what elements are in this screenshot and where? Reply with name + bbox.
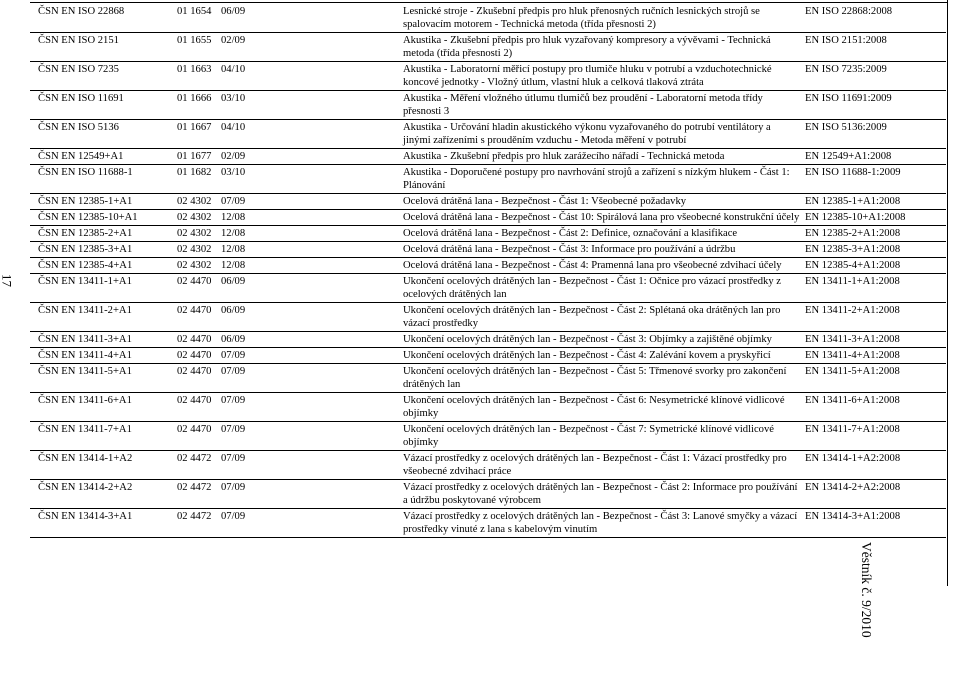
standard-title: Ocelová drátěná lana - Bezpečnost - Část 10: Spirálová lana pro všeobecné konstrukční účely xyxy=(403,212,800,223)
equivalent-standard: EN 13411-1+A1:2008 xyxy=(805,276,900,287)
issue-date: 12/08 xyxy=(221,212,246,223)
table-row xyxy=(30,451,946,480)
table-row xyxy=(30,242,946,258)
standard-title: Akustika - Doporučené postupy pro navrhování strojů a zařízení s nízkým hlukem - Část 1: Plánování xyxy=(403,167,790,191)
standard-code: ČSN EN 13411-1+A1 xyxy=(38,276,132,287)
table-row xyxy=(30,120,946,149)
classification-code: 02 4302 xyxy=(177,228,212,239)
standard-title: Vázací prostředky z ocelových drátěných lan - Bezpečnost - Část 1: Vázací prostředky pro všeobecné zdvihací práce xyxy=(403,453,787,477)
table-row xyxy=(30,509,946,538)
standard-title: Akustika - Laboratorní měřicí postupy pro tlumiče hluku v potrubí a vzduchotechnické koncové jednotky - Vložný útlum, vlastní hluk a celková tlaková ztráta xyxy=(403,64,772,88)
standard-code: ČSN EN ISO 11688-1 xyxy=(38,167,133,178)
classification-code: 01 1682 xyxy=(177,167,212,178)
issue-date: 06/09 xyxy=(221,305,246,316)
classification-code: 02 4470 xyxy=(177,305,212,316)
standard-code: ČSN EN ISO 7235 xyxy=(38,64,119,75)
table-row xyxy=(30,348,946,364)
classification-code: 01 1677 xyxy=(177,151,212,162)
classification-code: 01 1663 xyxy=(177,64,212,75)
standard-title: Ukončení ocelových drátěných lan - Bezpečnost - Část 2: Splétaná oka drátěných lan pro vázací prostředky xyxy=(403,305,781,329)
equivalent-standard: EN 13414-1+A2:2008 xyxy=(805,453,901,464)
classification-code: 01 1655 xyxy=(177,35,212,46)
standard-code: ČSN EN 13411-4+A1 xyxy=(38,350,132,361)
equivalent-standard: EN 13411-5+A1:2008 xyxy=(805,366,900,377)
equivalent-standard: EN 13411-3+A1:2008 xyxy=(805,334,900,345)
standard-code: ČSN EN 12385-2+A1 xyxy=(38,228,133,239)
table-row xyxy=(30,303,946,332)
standard-title: Akustika - Určování hladin akustického výkonu vyzařovaného do potrubí ventilátory a jinými zařízeními s prouděním vzduchu - Metoda měření v potrubí xyxy=(403,122,771,146)
classification-code: 02 4470 xyxy=(177,424,212,435)
standard-title: Ocelová drátěná lana - Bezpečnost - Část 1: Všeobecné požadavky xyxy=(403,196,687,207)
issue-date: 03/10 xyxy=(221,167,246,178)
equivalent-standard: EN 13411-4+A1:2008 xyxy=(805,350,900,361)
issue-date: 07/09 xyxy=(221,196,246,207)
standard-title: Ocelová drátěná lana - Bezpečnost - Část 2: Definice, označování a klasifikace xyxy=(403,228,738,239)
table-row xyxy=(30,194,946,210)
issue-date: 04/10 xyxy=(221,122,246,133)
standard-code: ČSN EN 13411-2+A1 xyxy=(38,305,132,316)
table-row xyxy=(30,33,946,62)
table-row xyxy=(30,422,946,451)
equivalent-standard: EN ISO 2151:2008 xyxy=(805,35,887,46)
issue-date: 07/09 xyxy=(221,424,246,435)
standard-code: ČSN EN 12385-10+A1 xyxy=(38,212,138,223)
standard-code: ČSN EN 13414-2+A2 xyxy=(38,482,133,493)
issue-date: 04/10 xyxy=(221,64,246,75)
equivalent-standard: EN 13414-3+A1:2008 xyxy=(805,511,901,522)
table-row xyxy=(30,274,946,303)
issue-date: 07/09 xyxy=(221,453,246,464)
classification-code: 01 1667 xyxy=(177,122,212,133)
standard-title: Vázací prostředky z ocelových drátěných lan - Bezpečnost - Část 2: Informace pro používání a údržbu poskytované výrobcem xyxy=(403,482,798,506)
standard-title: Akustika - Zkušební předpis pro hluk zarážecího nářadí - Technická metoda xyxy=(403,151,725,162)
classification-code: 01 1654 xyxy=(177,6,212,17)
classification-code: 02 4302 xyxy=(177,212,212,223)
standard-code: ČSN EN ISO 5136 xyxy=(38,122,119,133)
standard-title: Vázací prostředky z ocelových drátěných lan - Bezpečnost - Část 3: Lanové smyčky a vázací prostředky vinuté z lana s kabelovým vinutím xyxy=(403,511,798,535)
issue-date: 12/08 xyxy=(221,228,246,239)
equivalent-standard: EN 13411-2+A1:2008 xyxy=(805,305,900,316)
standard-title: Ocelová drátěná lana - Bezpečnost - Část 4: Pramenná lana pro všeobecné zdvihací účely xyxy=(403,260,782,271)
equivalent-standard: EN 13411-6+A1:2008 xyxy=(805,395,900,406)
standard-title: Ukončení ocelových drátěných lan - Bezpečnost - Část 1: Očnice pro vázací prostředky z ocelových drátěných lan xyxy=(403,276,781,300)
table-row xyxy=(30,364,946,393)
page-number: 17 xyxy=(0,274,15,287)
issue-date: 07/09 xyxy=(221,482,246,493)
classification-code: 02 4470 xyxy=(177,276,212,287)
classification-code: 02 4470 xyxy=(177,395,212,406)
issue-date: 03/10 xyxy=(221,93,246,104)
classification-code: 02 4302 xyxy=(177,244,212,255)
equivalent-standard: EN ISO 11691:2009 xyxy=(805,93,892,104)
table-row xyxy=(30,226,946,242)
issue-date: 02/09 xyxy=(221,151,246,162)
issue-date: 07/09 xyxy=(221,395,246,406)
standard-code: ČSN EN 12385-1+A1 xyxy=(38,196,133,207)
equivalent-standard: EN 12385-4+A1:2008 xyxy=(805,260,901,271)
top-rule xyxy=(30,2,948,3)
classification-code: 01 1666 xyxy=(177,93,212,104)
issue-date: 07/09 xyxy=(221,511,246,522)
table-row xyxy=(30,91,946,120)
equivalent-standard: EN ISO 22868:2008 xyxy=(805,6,893,17)
classification-code: 02 4470 xyxy=(177,334,212,345)
classification-code: 02 4302 xyxy=(177,260,212,271)
classification-code: 02 4470 xyxy=(177,350,212,361)
side-title: Věstník č. 9/2010 xyxy=(859,542,874,638)
standard-code: ČSN EN ISO 11691 xyxy=(38,93,124,104)
right-border xyxy=(947,0,948,586)
classification-code: 02 4302 xyxy=(177,196,212,207)
issue-date: 06/09 xyxy=(221,276,246,287)
table-row xyxy=(30,149,946,165)
standard-code: ČSN EN 12385-3+A1 xyxy=(38,244,133,255)
equivalent-standard: EN 12549+A1:2008 xyxy=(805,151,892,162)
issue-date: 07/09 xyxy=(221,350,246,361)
issue-date: 06/09 xyxy=(221,6,246,17)
standard-code: ČSN EN ISO 2151 xyxy=(38,35,119,46)
standard-title: Ukončení ocelových drátěných lan - Bezpečnost - Část 5: Třmenové svorky pro zakončení drátěných lan xyxy=(403,366,787,390)
issue-date: 12/08 xyxy=(221,244,246,255)
table-row xyxy=(30,332,946,348)
standards-table xyxy=(30,4,946,538)
equivalent-standard: EN 12385-10+A1:2008 xyxy=(805,212,906,223)
classification-code: 02 4472 xyxy=(177,482,212,493)
standard-code: ČSN EN 12385-4+A1 xyxy=(38,260,133,271)
equivalent-standard: EN 12385-3+A1:2008 xyxy=(805,244,901,255)
classification-code: 02 4472 xyxy=(177,453,212,464)
classification-code: 02 4472 xyxy=(177,511,212,522)
table-row xyxy=(30,393,946,422)
table-row xyxy=(30,4,946,33)
standard-code: ČSN EN 13411-3+A1 xyxy=(38,334,132,345)
standard-title: Ukončení ocelových drátěných lan - Bezpečnost - Část 3: Objímky a zajištěné objímky xyxy=(403,334,772,345)
table-row xyxy=(30,62,946,91)
standard-code: ČSN EN 13414-3+A1 xyxy=(38,511,133,522)
issue-date: 02/09 xyxy=(221,35,246,46)
equivalent-standard: EN 12385-1+A1:2008 xyxy=(805,196,901,207)
standard-title: Ukončení ocelových drátěných lan - Bezpečnost - Část 6: Nesymetrické klínové vidlicové objímky xyxy=(403,395,785,419)
standard-title: Akustika - Zkušební předpis pro hluk vyzařovaný kompresory a vývěvami - Technická metoda (třída přesnosti 2) xyxy=(403,35,771,59)
issue-date: 07/09 xyxy=(221,366,246,377)
standard-code: ČSN EN 12549+A1 xyxy=(38,151,124,162)
standard-title: Akustika - Měření vložného útlumu tlumičů bez proudění - Laboratorní metoda třídy přesnosti 3 xyxy=(403,93,763,117)
standard-title: Lesnické stroje - Zkušební předpis pro hluk přenosných ručních lesnických strojů se spalovacím motorem - Technická metoda (třída přesnosti 2) xyxy=(403,6,760,30)
equivalent-standard: EN 13414-2+A2:2008 xyxy=(805,482,901,493)
standard-code: ČSN EN 13411-7+A1 xyxy=(38,424,132,435)
table-row xyxy=(30,258,946,274)
standard-code: ČSN EN 13411-5+A1 xyxy=(38,366,132,377)
classification-code: 02 4470 xyxy=(177,366,212,377)
standard-code: ČSN EN ISO 22868 xyxy=(38,6,125,17)
standard-code: ČSN EN 13414-1+A2 xyxy=(38,453,133,464)
issue-date: 12/08 xyxy=(221,260,246,271)
equivalent-standard: EN 13411-7+A1:2008 xyxy=(805,424,900,435)
equivalent-standard: EN 12385-2+A1:2008 xyxy=(805,228,901,239)
equivalent-standard: EN ISO 7235:2009 xyxy=(805,64,887,75)
table-row xyxy=(30,210,946,226)
standard-code: ČSN EN 13411-6+A1 xyxy=(38,395,132,406)
standard-title: Ukončení ocelových drátěných lan - Bezpečnost - Část 7: Symetrické klínové vidlicové objímky xyxy=(403,424,774,448)
standard-title: Ukončení ocelových drátěných lan - Bezpečnost - Část 4: Zalévání kovem a pryskyřicí xyxy=(403,350,771,361)
issue-date: 06/09 xyxy=(221,334,246,345)
table-row xyxy=(30,480,946,509)
equivalent-standard: EN ISO 5136:2009 xyxy=(805,122,887,133)
table-row xyxy=(30,165,946,194)
standard-title: Ocelová drátěná lana - Bezpečnost - Část 3: Informace pro používání a údržbu xyxy=(403,244,736,255)
equivalent-standard: EN ISO 11688-1:2009 xyxy=(805,167,901,178)
